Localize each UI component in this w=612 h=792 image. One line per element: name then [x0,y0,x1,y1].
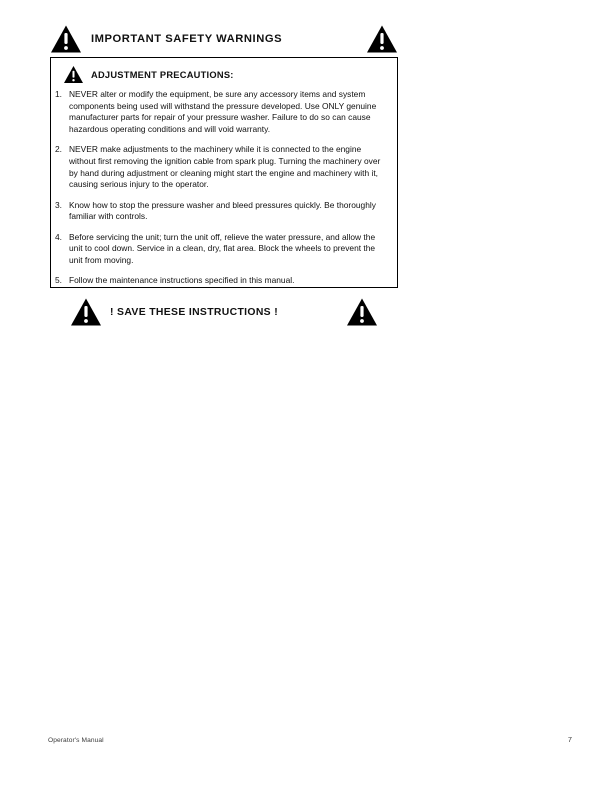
save-instructions-banner [70,294,378,330]
list-item-number: 4. [55,231,62,242]
warning-triangle-icon [346,297,378,327]
list-item-text: Know how to stop the pressure washer and bleed pressures quickly. Be thoroughly familiar with controls. [69,199,376,222]
safety-warnings-header [50,21,398,57]
list-item-number: 2. [55,144,62,155]
page-footer [48,735,572,744]
warning-triangle-icon [70,297,102,327]
list-item [51,89,383,136]
list-item [51,144,383,191]
list-item-number: 5. [55,275,62,286]
list-item-text: Before servicing the unit; turn the unit off, relieve the water pressure, and allow the unit to cool down. Service in a clean, dry, flat area. Block the wheels to prevent the unit from moving. [69,231,376,265]
save-instructions-label: ! SAVE THESE INSTRUCTIONS ! [110,306,279,318]
list-item-number: 3. [55,199,62,210]
list-item-text: NEVER make adjustments to the machinery while it is connected to the engine without first removing the ignition cable from spark plug. Turning the machinery over by hand during adjustment or cleaning might start the engine and machinery with it, causing serious injury to the operator. [69,144,381,190]
page-title: IMPORTANT SAFETY WARNINGS [91,33,283,45]
box-heading-label: ADJUSTMENT PRECAUTIONS: [91,69,234,80]
footer-document-title: Operator's Manual [48,737,104,744]
list-item-text: NEVER alter or modify the equipment, be sure any accessory items and system components being used will withstand the pressure developed. Use ONLY genuine manufacturer parts for repair of your pressure washer. Failure to do so can cause hazardous operating conditions and will void warranty. [69,89,377,135]
footer-page-number: 7 [567,735,572,744]
warning-triangle-icon [63,65,84,84]
list-item [51,232,383,267]
list-item [51,200,383,223]
list-item-text: Follow the maintenance instructions specified in this manual. [69,275,295,286]
adjustment-precautions-box [50,57,398,288]
list-item-number: 1. [55,89,62,99]
precautions-list [51,89,397,295]
list-item [51,275,383,287]
warning-triangle-icon [366,24,398,54]
box-heading [63,65,234,84]
warning-triangle-icon [50,24,82,54]
